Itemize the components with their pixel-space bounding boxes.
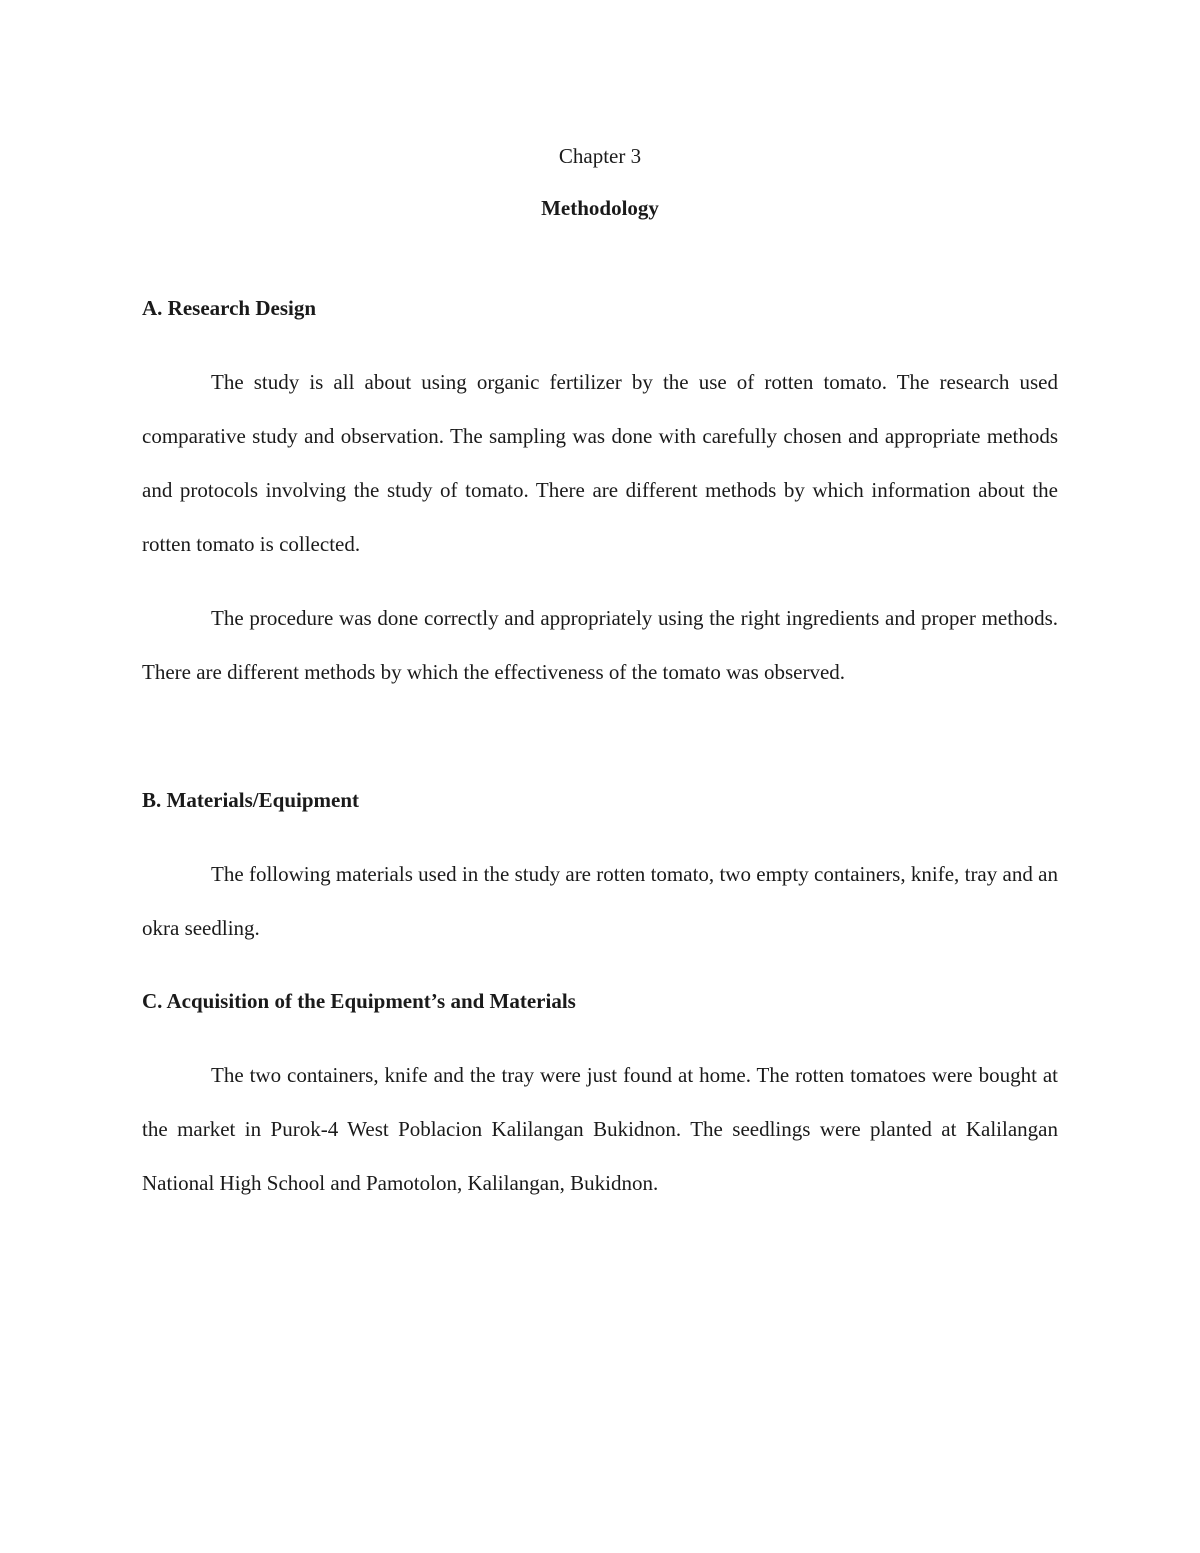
paragraph: The two containers, knife and the tray were just found at home. The rotten tomatoes were bought at the market in Purok-4 West Poblacion Kalilangan Bukidnon. The seedlings were planted at Kalilangan National High School and Pamotolon, Kalilangan, Bukidnon. bbox=[142, 1063, 1058, 1195]
paragraph: The following materials used in the study are rotten tomato, two empty containers, knife, tray and an okra seedling. bbox=[142, 862, 1058, 940]
paragraph: The study is all about using organic fertilizer by the use of rotten tomato. The research used comparative study and observation. The sampling was done with carefully chosen and appropriate methods and protocols involving the study of tomato. There are different methods by which information about the rotten tomato is collected. bbox=[142, 370, 1058, 556]
section-heading-research-design: A. Research Design bbox=[142, 296, 317, 320]
paragraph: The procedure was done correctly and appropriately using the right ingredients and proper methods. There are different methods by which the effectiveness of the tomato was observed. bbox=[142, 606, 1058, 684]
chapter-label: Chapter 3 bbox=[558, 144, 642, 168]
section-heading-materials-equipment: B. Materials/Equipment bbox=[142, 788, 360, 812]
page-title: Methodology bbox=[541, 196, 659, 220]
section-heading-acquisition: C. Acquisition of the Equipment’s and Materials bbox=[142, 989, 576, 1013]
